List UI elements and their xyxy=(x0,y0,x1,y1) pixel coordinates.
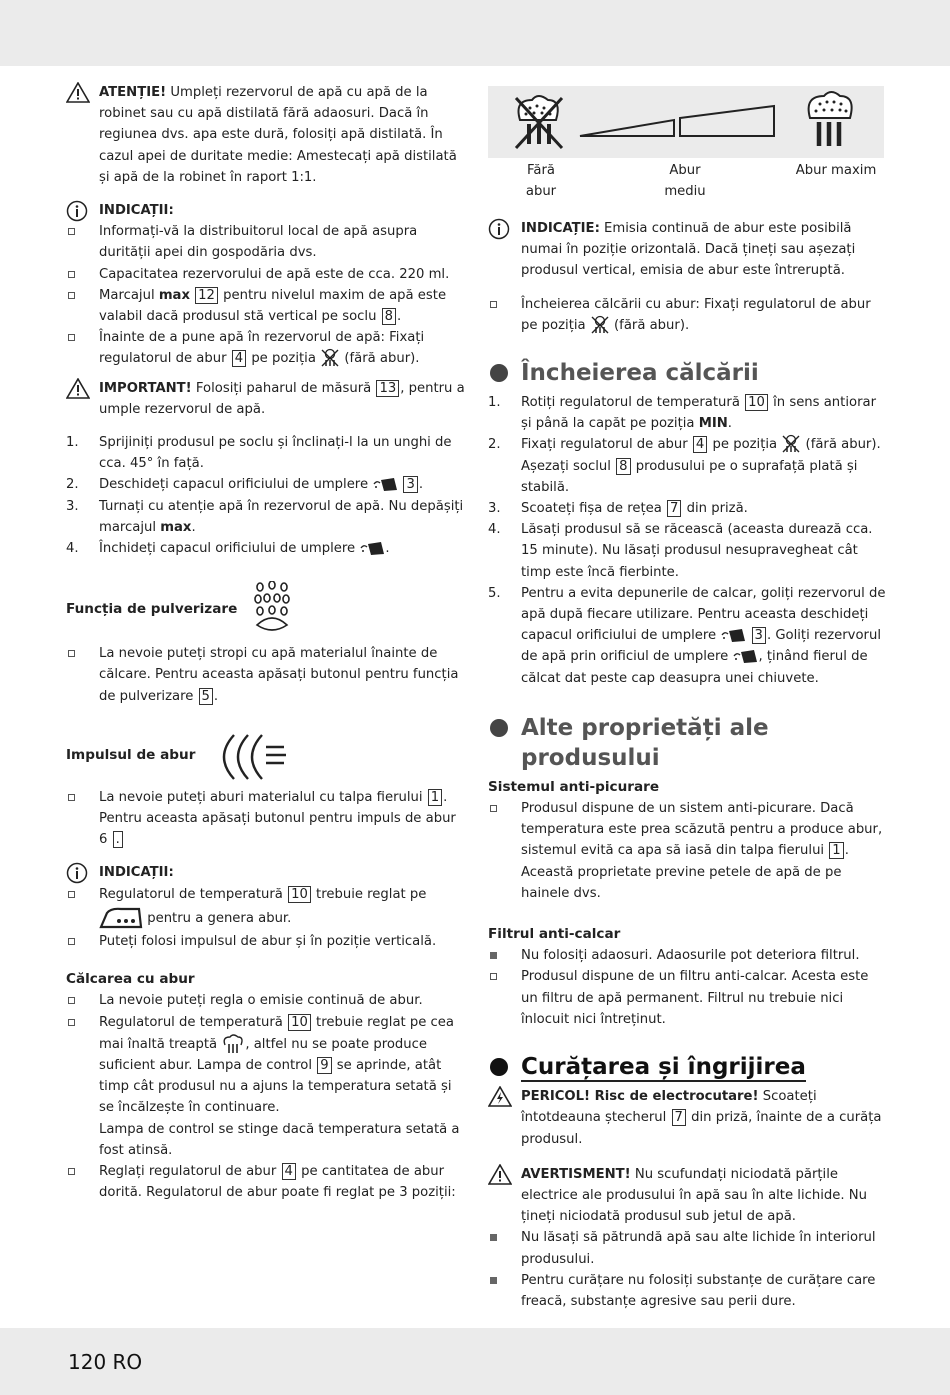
text: . xyxy=(418,477,424,493)
list-item xyxy=(66,264,466,285)
list-item xyxy=(66,990,466,1011)
step-1 xyxy=(66,432,466,474)
warning-icon xyxy=(488,1164,512,1186)
text: Lăsați produsul să se răcească (aceasta durează cca. 15 minute). Nu lăsați produsul nesupravegheat cât timp este încă fierbinte. xyxy=(521,522,873,580)
text: Încheierea călcării xyxy=(521,360,759,387)
ref-number: 3 xyxy=(752,627,766,644)
text: Turnați cu atenție apă în rezervorul de apă. Nu depășiți marcajul xyxy=(99,498,464,535)
text: Produsul dispune de un filtru anti-calcar. Acesta este un filtru de apă permanent. Filtrul nu trebuie nici înlocuit nici întreținut. xyxy=(521,969,869,1027)
spray-icon xyxy=(252,581,292,635)
ref-number: 10 xyxy=(288,1014,311,1031)
fill-steps xyxy=(66,432,466,559)
list-item xyxy=(66,787,466,851)
text: Lampa de control se stinge dacă temperatura setată a fost atinsă. xyxy=(99,1121,460,1158)
text: PERICOL! Risc de electrocutare! xyxy=(521,1089,759,1105)
text: Funcția de pulverizare xyxy=(66,601,238,618)
spray-heading xyxy=(66,587,466,639)
list-item xyxy=(66,221,466,263)
list-item xyxy=(488,1227,886,1269)
text: abur xyxy=(525,184,557,199)
ref-number: 9 xyxy=(317,1057,331,1074)
ref-number: 7 xyxy=(672,1109,686,1126)
electric-warning-icon xyxy=(488,1086,512,1108)
text: INDICAȚIE: xyxy=(521,221,600,236)
attention-label: ATENȚIE! xyxy=(99,85,167,100)
text: Închideți capacul orificiului de umplere xyxy=(99,541,356,557)
list-item xyxy=(66,1012,466,1161)
list-item xyxy=(488,798,886,904)
text: din priză, înainte de a curăța produsul. xyxy=(521,1110,882,1147)
text: Scoateți întotdeauna ștecherul xyxy=(521,1089,817,1126)
fill-cap-icon xyxy=(720,627,746,643)
text: Marcajul xyxy=(99,287,155,303)
text: Rotiți regulatorul de temperatură xyxy=(521,395,740,411)
text: Alte proprietăți ale produsului xyxy=(521,714,769,771)
end-steps xyxy=(488,392,886,689)
ref-number: 4 xyxy=(232,350,246,367)
text: pe cantitatea de abur dorită. Regulatorul de abur poate fi reglat pe 3 poziții: xyxy=(99,1163,456,1201)
text: Scoateți fișa de rețea xyxy=(521,501,662,517)
text: , pentru a umple rezervorul de apă. xyxy=(99,380,465,417)
text: INDICAȚII: xyxy=(99,865,174,881)
indications-title: INDICAȚII: xyxy=(99,203,174,219)
text: 1. xyxy=(488,395,501,411)
ref-number: . xyxy=(113,831,123,848)
ref-number: 1 xyxy=(428,789,442,806)
text: 1. xyxy=(66,435,79,451)
info-icon xyxy=(66,200,88,222)
section-heading xyxy=(488,358,886,388)
text: (fără abur). Așezați soclul xyxy=(521,437,881,474)
list-item xyxy=(66,931,466,952)
text: Nu scufundați niciodată părțile electrice ale produsului în apă sau în alte lichide. Nu țineți niciodată produsul sub jetul de apă. xyxy=(521,1166,867,1225)
danger-note xyxy=(488,1086,886,1150)
no-steam-icon xyxy=(781,434,801,454)
text: Nu lăsați să pătrundă apă sau alte lichide în interiorul produsului. xyxy=(521,1230,876,1267)
text: 6 xyxy=(99,832,108,848)
text: 4. xyxy=(66,541,79,557)
text: . xyxy=(191,519,196,535)
indication-note xyxy=(488,218,886,282)
text: Regulatorul de temperatură xyxy=(99,886,283,902)
info-icon xyxy=(66,862,88,884)
burst-heading xyxy=(66,729,466,787)
steam-ironing-title: Călcarea cu abur xyxy=(66,971,195,988)
list-item xyxy=(488,1270,886,1312)
text: în sens antiorar și până la capăt pe poziția xyxy=(521,395,876,432)
list-item xyxy=(66,884,466,931)
text: Puteți folosi impulsul de abur și în poziție verticală. xyxy=(99,933,437,949)
text: MIN xyxy=(698,416,728,432)
text: Capacitatea rezervorului de apă este de cca. 220 ml. xyxy=(99,266,450,282)
ref-number: 3 xyxy=(403,476,417,493)
text: Fără xyxy=(527,163,555,178)
ref-number: 8 xyxy=(616,458,630,475)
list-item xyxy=(488,966,886,1030)
text: pentru nivelul maxim de apă este valabil dacă produsul stă vertical pe soclu xyxy=(99,287,447,325)
text: Regulatorul de temperatură xyxy=(99,1014,283,1030)
ref-number: 4 xyxy=(693,436,707,453)
step-5 xyxy=(488,583,886,689)
fill-cap-icon xyxy=(732,648,758,664)
text: produsului pe o suprafață plată și stabilă. xyxy=(521,458,858,495)
text: . xyxy=(397,309,402,325)
section-heading xyxy=(488,1052,886,1082)
anti-calc-title: Filtrul anti-calcar xyxy=(488,926,621,943)
text: Abur maxim xyxy=(795,163,877,178)
steam-burst-icon xyxy=(210,729,288,785)
list-item xyxy=(488,945,886,966)
left-column xyxy=(66,82,466,1203)
list-item xyxy=(66,327,466,369)
text: din priză. xyxy=(686,501,748,517)
ref-number: 5 xyxy=(199,688,213,705)
step-4 xyxy=(66,538,466,559)
text: Informați-vă la distribuitorul local de apă asupra durității apei din gospodăria dvs. xyxy=(99,224,418,261)
text: pentru a genera abur. xyxy=(147,910,292,926)
text: pe poziția xyxy=(251,351,316,367)
text: . xyxy=(727,416,732,432)
no-steam-icon xyxy=(320,348,340,368)
text: Folosiți paharul de măsură xyxy=(195,380,372,396)
list-item xyxy=(488,294,886,336)
ref-number: 10 xyxy=(745,394,768,411)
step-3 xyxy=(488,498,886,519)
ref-number: 8 xyxy=(382,308,396,325)
ref-number: 13 xyxy=(376,380,399,397)
ref-number: 1 xyxy=(829,842,843,859)
ref-number: 4 xyxy=(282,1163,296,1180)
text: . xyxy=(385,541,390,557)
text: mediu xyxy=(664,184,706,199)
text: (fără abur). xyxy=(614,317,690,333)
text: La nevoie puteți stropi cu apă materialul înainte de călcare. Pentru aceasta apăsați butonul pentru funcția de pulverizare xyxy=(99,646,459,704)
text: La nevoie puteți regla o emisie continuă de abur. xyxy=(99,993,423,1009)
ref-number: 10 xyxy=(288,886,311,903)
warning-note xyxy=(488,1164,886,1228)
indications-heading xyxy=(66,862,466,883)
attention-text: Umpleți rezervorul de apă cu apă de la robinet sau cu apă distilată fără adaosuri. Dacă în regiunea dvs. apa este dură, folosiți apă distilată. În cazul apei de duritate medie: Amestecați apă distilată și apă de la robinet în raport 1:1. xyxy=(99,85,457,185)
text: . Această proprietate previne petele de apă de pe hainele dvs. xyxy=(521,843,849,901)
warning-icon xyxy=(66,378,90,400)
text: 5. xyxy=(488,585,501,601)
text: . Pentru aceasta apăsați butonul pentru impuls de abur xyxy=(99,789,456,827)
step-4 xyxy=(488,519,886,583)
text: , altfel nu se poate produce suficient abur. Lampa de control xyxy=(99,1036,427,1073)
page-number: 120 RO xyxy=(68,1350,143,1374)
text: Impulsul de abur xyxy=(66,746,196,763)
max-steam-icon xyxy=(804,90,858,152)
text: max xyxy=(160,519,192,535)
text: Pentru a evita depunerile de calcar, goliți rezervorul de apă după fiecare utilizare. Pentru aceasta deschideți capacul orificiului de umplere xyxy=(521,585,886,644)
no-steam-icon xyxy=(590,315,610,335)
text: Încheierea călcării cu abur: Fixați regulatorul de abur pe poziția xyxy=(521,296,871,333)
step-2 xyxy=(488,434,886,498)
info-icon xyxy=(488,218,510,240)
list-item xyxy=(66,643,466,707)
steam-level-diagram xyxy=(488,86,884,158)
text: 2. xyxy=(488,437,501,453)
step-2 xyxy=(66,474,466,495)
text: La nevoie puteți aburi materialul cu talpa fierului xyxy=(99,789,423,805)
text: 2. xyxy=(66,477,79,493)
text: trebuie reglat pe cea mai înaltă treaptă xyxy=(99,1014,455,1052)
text: (fără abur). xyxy=(344,351,420,367)
text: Sprijiniți produsul pe soclu și înclinați-l la un unghi de cca. 45° în față. xyxy=(99,435,452,472)
fill-cap-icon xyxy=(359,540,385,556)
attention-note xyxy=(66,82,466,188)
top-band xyxy=(0,0,950,66)
text: 3. xyxy=(66,498,79,514)
text: Nu folosiți adaosuri. Adaosurile pot deteriora filtrul. xyxy=(521,948,860,964)
text: Produsul dispune de un sistem anti-picurare. Dacă temperatura este prea scăzută pentru a produce abur, sistemul evită ca apa să iasă din talpa fierului xyxy=(521,801,883,859)
text: IMPORTANT! xyxy=(99,380,192,396)
text: , ținând fierul de călcat dat peste cap deasupra unei chiuvete. xyxy=(521,649,868,686)
text: Reglați regulatorul de abur xyxy=(99,1163,277,1179)
text: Emisia continuă de abur este posibilă numai în poziție orizontală. Dacă țineți sau așezați produsul vertical, emisia de abur este întreruptă. xyxy=(521,221,856,279)
important-note xyxy=(66,378,466,420)
list-item xyxy=(66,285,466,327)
text: Pentru curățare nu folosiți substanțe de curățare care freacă, substanțe agresive sau perii dure. xyxy=(521,1272,876,1309)
text: AVERTISMENT! xyxy=(521,1166,631,1182)
bottom-band xyxy=(0,1328,950,1395)
ref-number: 7 xyxy=(667,500,681,517)
text: pe poziția xyxy=(712,437,778,453)
indications-heading xyxy=(66,200,466,221)
steam-labels xyxy=(488,158,886,214)
text: Deschideți capacul orificiului de umplere xyxy=(99,477,369,493)
max-steam-icon xyxy=(221,1033,245,1055)
text: Abur xyxy=(669,163,701,178)
text: 3. xyxy=(488,501,501,517)
text: se aprinde, atât timp cât produsul nu a ajuns la temperatura setată și se încălzește în continuare. xyxy=(99,1057,452,1116)
text: Curățarea și îngrijirea xyxy=(521,1054,806,1081)
ref-number: 12 xyxy=(195,287,218,304)
warning-icon xyxy=(66,82,90,104)
right-column xyxy=(488,82,886,1312)
section-heading xyxy=(488,713,886,773)
no-steam-icon xyxy=(512,92,566,152)
fill-cap-icon xyxy=(372,476,398,492)
iron-three-dots-icon xyxy=(99,905,143,931)
text: . Goliți rezervorul de apă prin orificiul de umplere xyxy=(521,628,881,665)
text: Fixați regulatorul de abur xyxy=(521,437,688,453)
list-item xyxy=(66,1161,466,1203)
step-1 xyxy=(488,392,886,434)
text: . xyxy=(213,688,219,704)
text: 4. xyxy=(488,522,501,538)
text: Înainte de a pune apă în rezervorul de apă: Fixați regulatorul de abur xyxy=(99,330,425,367)
text: trebuie reglat pe xyxy=(316,886,427,902)
step-3 xyxy=(66,496,466,538)
text: max xyxy=(158,287,190,303)
anti-drip-title: Sistemul anti-picurare xyxy=(488,778,660,795)
